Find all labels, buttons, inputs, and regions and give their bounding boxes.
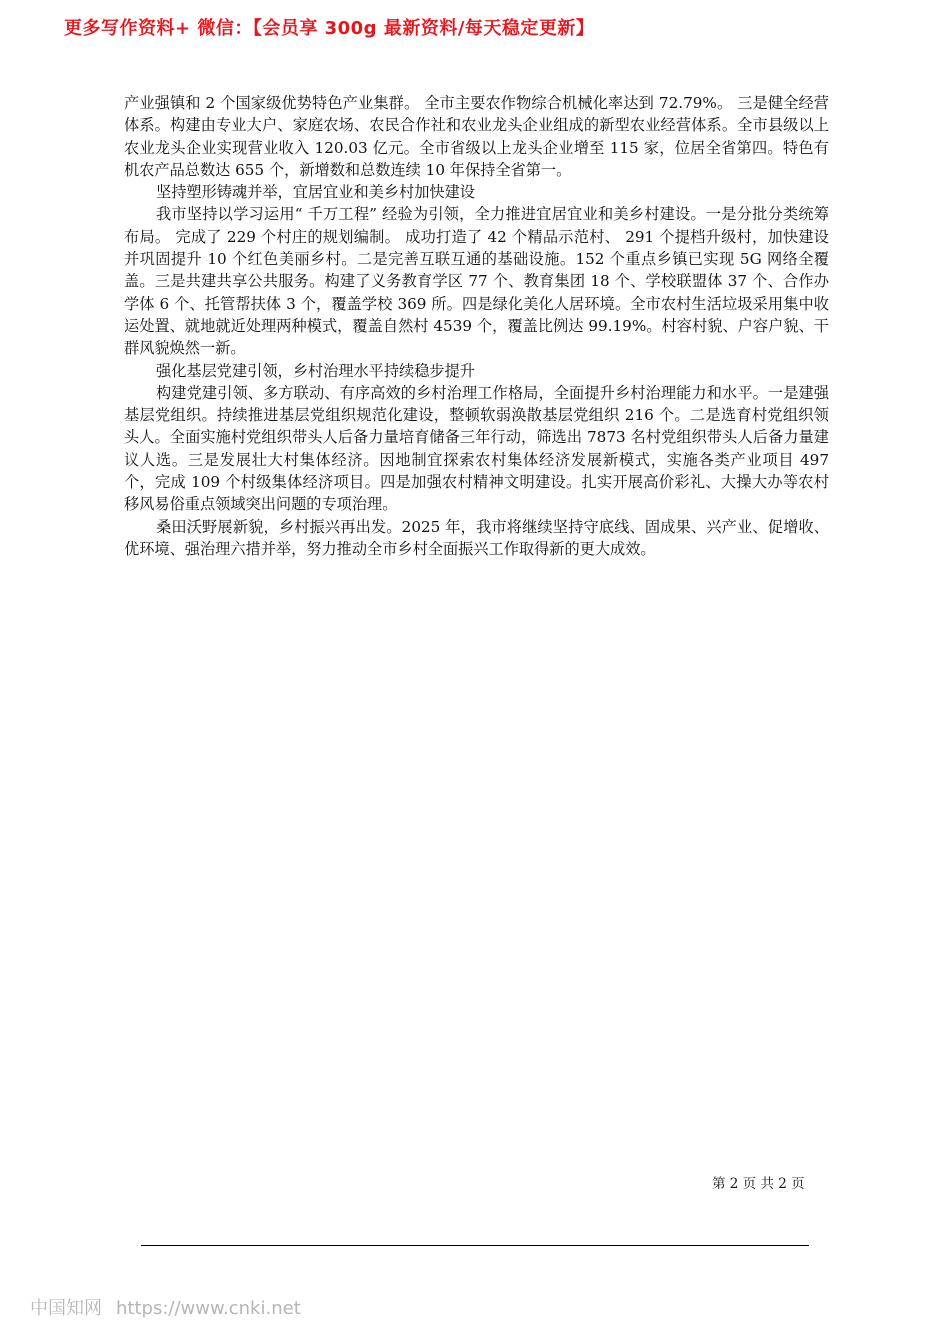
paragraph-continuation: 产业强镇和 2 个国家级优势特色产业集群。 全市主要农作物综合机械化率达到 72.79%。 三是健全经营体系。构建由专业大户、家庭农场、农民合作社和农业龙头企业组成的新型农业经营体系。全市县级以上农业龙头企业实现营业收入 120.03 亿元。全市省级以上龙头企业增至 115 家，位居全省第四。特色有机农产品总数达 655 个，新增数和总数连续 10 年保持全省第一。 [124, 94, 829, 179]
watermark-url: https://www.cnki.net [116, 1298, 301, 1319]
paragraph-rural-construction: 我市坚持以学习运用“ 千万工程” 经验为引领，全力推进宜居宜业和美乡村建设。一是分批分类统筹布局。 完成了 229 个村庄的规划编制。 成功打造了 42 个精品示范村、 291 个提档升级村，加快建设并巩固提升 10 个红色美丽乡村。二是完善互联互通的基础设施。152 个重点乡镇已实现 5G 网络全覆盖。三是共建共享公共服务。构建了义务教育学区 77 个、教育集团 18 个、学校联盟体 37 个、合作办学体 6 个、托管帮扶体 3 个，覆盖学校 369 所。四是绿化美化人居环境。全市农村生活垃圾采用集中收运处置、就地就近处理两种模式，覆盖自然村 4539 个，覆盖比例达 99.19%。村容村貌、户容户貌、干群风貌焕然一新。 [124, 205, 829, 358]
paragraph-conclusion: 桑田沃野展新貌，乡村振兴再出发。2025 年，我市将继续坚持守底线、固成果、兴产业、促增收、优环境、强治理六措并举，努力推动全市乡村全面振兴工作取得新的更大成效。 [124, 517, 829, 558]
watermark [30, 1294, 301, 1320]
section-heading-party-building: 强化基层党建引领，乡村治理水平持续稳步提升 [156, 361, 475, 380]
paragraph-party-building: 构建党建引领、多方联动、有序高效的乡村治理工作格局，全面提升乡村治理能力和水平。一是建强基层党组织。持续推进基层党组织规范化建设，整顿软弱涣散基层党组织 216 个。二是选育村党组织领头人。全面实施村党组织带头人后备力量培育储备三年行动，筛选出 7873 名村党组织带头人后备力量建议人选。三是发展壮大村集体经济。因地制宜探索农村集体经济发展新模式，实施各类产业项目 497 个，完成 109 个村级集体经济项目。四是加强农村精神文明建设。扎实开展高价彩礼、大操大办等农村移风易俗重点领域突出问题的专项治理。 [124, 383, 829, 514]
promo-banner: 更多写作资料+ 微信：【会员享 300g 最新资料/每天稳定更新】 [64, 18, 595, 39]
section-heading-rural-construction: 坚持塑形铸魂并举，宜居宜业和美乡村加快建设 [156, 183, 475, 202]
footer-divider [141, 1245, 809, 1246]
watermark-logo-text: 中国知网 [30, 1298, 102, 1319]
document-body [124, 92, 829, 560]
page-number: 第 2 页 共 2 页 [712, 1176, 805, 1192]
